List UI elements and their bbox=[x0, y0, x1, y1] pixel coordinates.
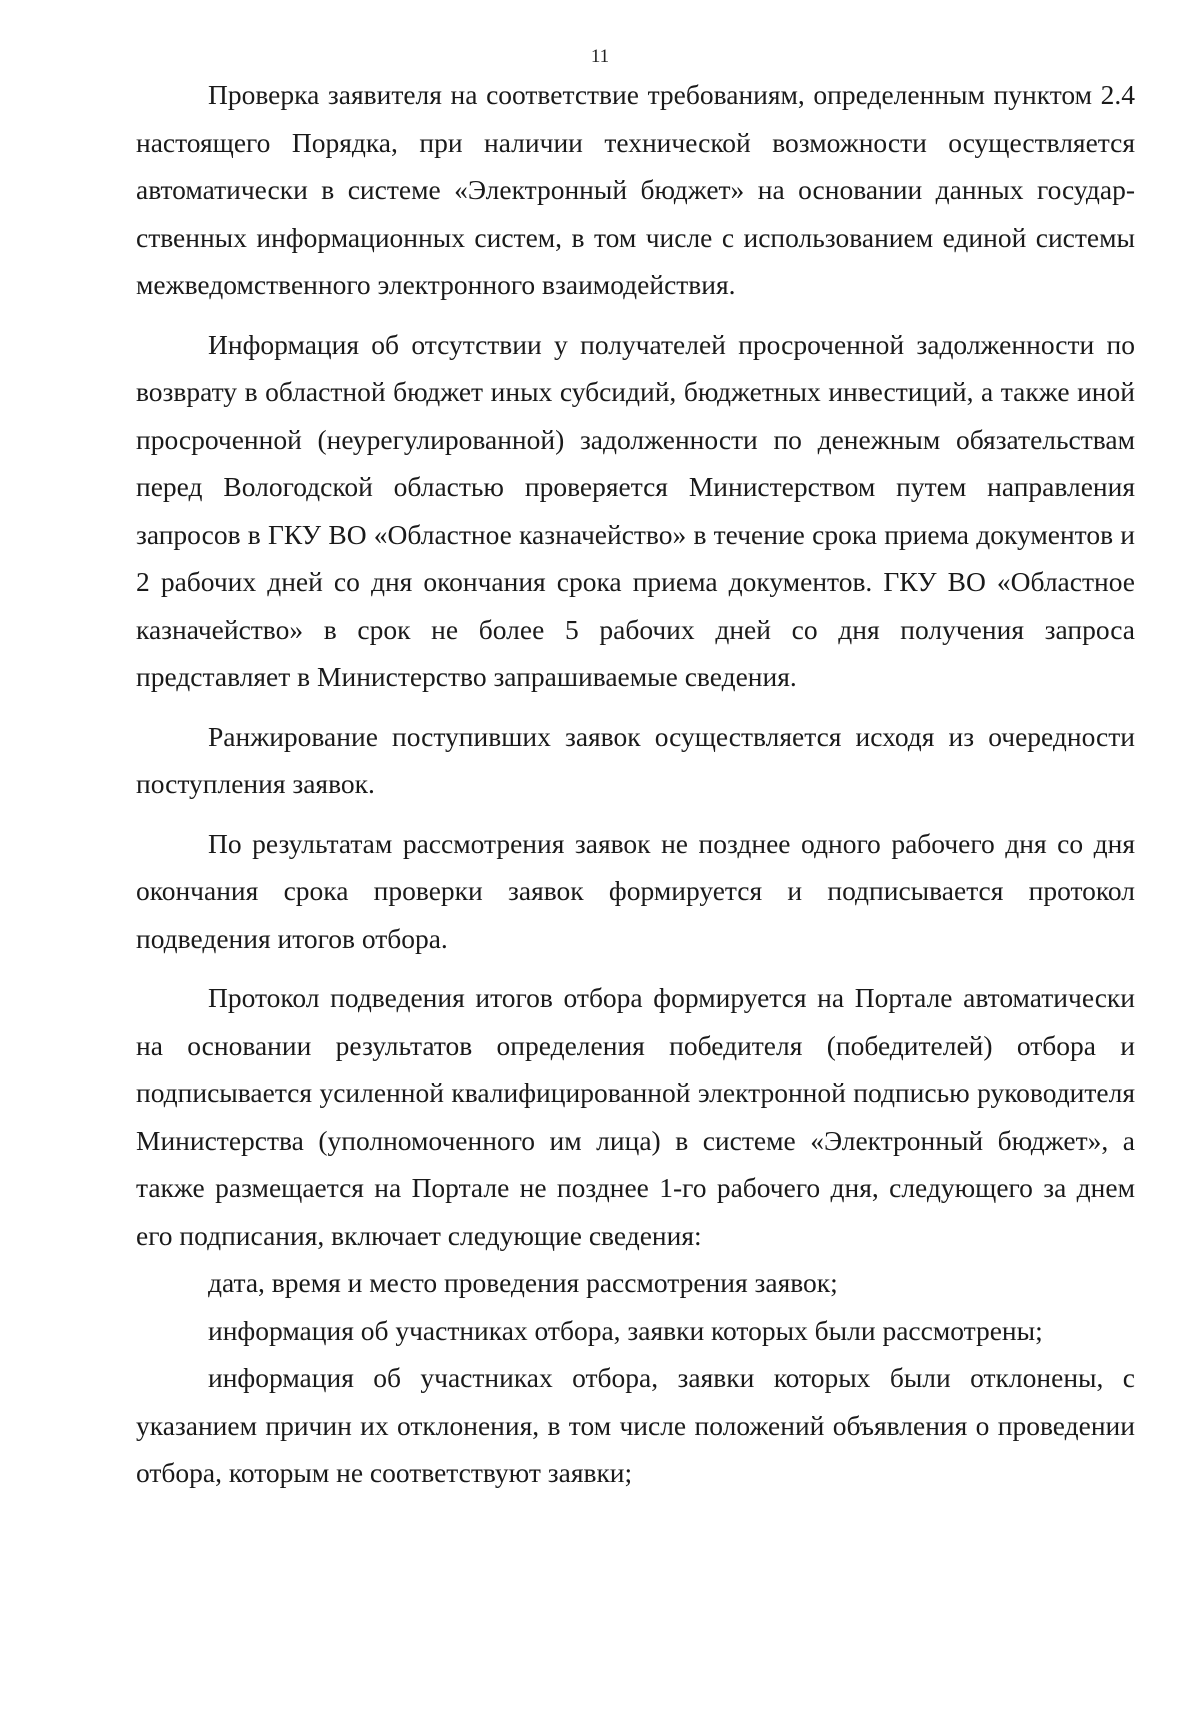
paragraph-review-results: По результатам рассмотрения заявок не позднее одного рабочего дня со дня окончания срока проверки заявок формируется и подписывается протокол подведения итогов отбора. bbox=[136, 827, 1135, 954]
paragraph-gap bbox=[136, 962, 1135, 974]
paragraph-gap bbox=[136, 701, 1135, 713]
paragraph-gap bbox=[136, 309, 1135, 321]
paragraph-protocol: Протокол подведения итогов отбора формируется на Портале автоматически на основании результатов определения победителя (победителей) отбора и подписывается усиленной квалифицированной электронной подписью руководителя Министерства (уполномоченного им лица) в системе «Электронный бюджет», а также размещается на Портале не позднее 1-го рабочего дня, следующего за днем его подписания, включает следующие сведения: bbox=[136, 982, 1135, 1251]
paragraph-gap bbox=[136, 808, 1135, 820]
paragraph-ranking: Ранжирование поступивших заявок осуществляется исходя из очередности поступления заявок. bbox=[136, 720, 1135, 799]
page-number: 11 bbox=[590, 46, 610, 67]
paragraph-debt-information: Информация об отсутствии у получателей просроченной задолженности по возврату в областной бюджет иных субсидий, бюджетных инвестиций, а также иной просроченной (неурегулированной) задолженности по денежным обязательствам перед Вологодской областью проверяется Министерством путем направления запросов в ГКУ ВО «Областное казначейство» в течение срока приема документов и 2 рабочих дней со дня окончания срока приема документов. ГКУ ВО «Областное казначейство» в срок не более 5 рабочих дней со дня получения запроса представляет в Министерство запрашиваемые сведения. bbox=[136, 328, 1135, 692]
list-item-rejected-participants: информация об участниках отбора, заявки которых были отклонены, с указанием причин их отклонения, в том числе положений объявления о проведении отбора, которым не соответствуют заявки; bbox=[136, 1362, 1135, 1488]
document-body bbox=[136, 71, 1135, 1497]
paragraph-applicant-check: Проверка заявителя на соответствие требованиям, определенным пунктом 2.4 настоящего Порядка, при наличии технической возможности осуществляется автоматически в системе «Электронный бюджет» на основании данных государственных информационных систем, в том числе с использованием единой системы межведомственного электронного взаимодействия. bbox=[136, 79, 1135, 300]
list-item-date-time-place: дата, время и место проведения рассмотрения заявок; bbox=[208, 1267, 838, 1298]
list-item-reviewed-participants: информация об участниках отбора, заявки которых были рассмотрены; bbox=[208, 1314, 1043, 1346]
